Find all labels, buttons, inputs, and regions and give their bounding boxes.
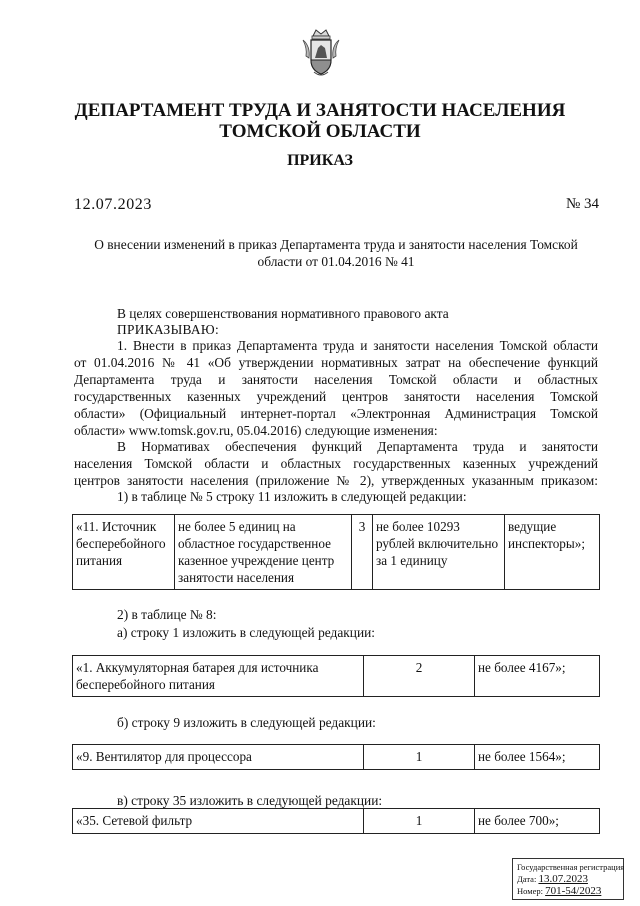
registration-number-row [517, 885, 619, 897]
table-5-row-11 [72, 514, 600, 590]
paragraph-1-line: 1. Внести в приказ Департамента труда и занятости населения Томской области [117, 338, 598, 353]
table-cell-quantity: 1 [364, 745, 475, 770]
paragraph-1-line: области» (Официальный интернет-портал «Электронная Администрация Томской [74, 406, 598, 421]
table-cell-price: не более 4167»; [475, 656, 600, 697]
registration-date-row [517, 873, 619, 885]
table-row [73, 656, 600, 697]
order-word: ПРИКАЗЫВАЮ: [117, 322, 219, 337]
item-2-text: 2) в таблице № 8: [117, 607, 217, 622]
table-row [73, 745, 600, 770]
table-cell-quantity: 2 [364, 656, 475, 697]
table-row [73, 809, 600, 834]
table-8-row-9 [72, 744, 600, 770]
department-name-line1: ДЕПАРТАМЕНТ ТРУДА И ЗАНЯТОСТИ НАСЕЛЕНИЯ [74, 100, 566, 121]
table-cell-term: 3 [352, 515, 373, 590]
order-number: № 34 [565, 196, 599, 212]
item-2b-text: б) строку 9 изложить в следующей редакции: [117, 715, 376, 730]
table-row [73, 515, 600, 590]
paragraph-1-line: государственных казенных учреждений центров занятости населения Томской [74, 389, 598, 404]
registration-number-value: 701-54/2023 [545, 885, 602, 897]
order-date: 12.07.2023 [74, 196, 152, 213]
registration-number-label: Номер: [517, 886, 543, 896]
table-cell-name: «11. Источник бесперебойного питания [73, 515, 175, 590]
registration-title: Государственная регистрация [517, 862, 625, 872]
paragraph-2-line: центров занятости населения (приложение № 2), утвержденных указанным приказом: [74, 473, 598, 488]
table-cell-price: не более 1564»; [475, 745, 600, 770]
document-type: ПРИКАЗ [287, 152, 353, 169]
paragraph-1-line: области» www.tomsk.gov.ru, 05.04.2016) следующие изменения: [74, 423, 438, 438]
subject-line2: области от 01.04.2016 № 41 [257, 254, 415, 269]
item-2a-text: а) строку 1 изложить в следующей редакции: [117, 625, 376, 640]
paragraph-1-line: от 01.04.2016 № 41 «Об утверждении нормативных затрат на обеспечение функций [74, 355, 598, 370]
paragraph-2-line: В Нормативах обеспечения функций Департамента труда и занятости [117, 439, 598, 454]
table-8-row-35 [72, 808, 600, 834]
item-1-text: 1) в таблице № 5 строку 11 изложить в следующей редакции: [117, 489, 467, 504]
paragraph-1-line: Департамента труда и занятости населения Томской области и областных [74, 372, 598, 387]
table-cell-name: «35. Сетевой фильтр [73, 809, 364, 834]
tomsk-coat-of-arms-icon [300, 26, 342, 78]
registration-stamp [512, 858, 624, 900]
registration-date-label: Дата: [517, 874, 537, 884]
paragraph-2-line: населения Томской области и областных государственных казенных учреждений [74, 456, 598, 471]
purpose-text: В целях совершенствования нормативного правового акта [117, 306, 449, 321]
registration-date-value: 13.07.2023 [538, 873, 588, 885]
table-cell-price: не более 700»; [475, 809, 600, 834]
table-cell-price: не более 10293 рублей включительно за 1 единицу [373, 515, 505, 590]
table-cell-position: ведущие инспекторы»; [505, 515, 600, 590]
table-cell-norm: не более 5 единиц на областное государственное казенное учреждение центр занятости населения [175, 515, 352, 590]
department-name-line2: ТОМСКОЙ ОБЛАСТИ [219, 121, 421, 142]
table-cell-quantity: 1 [364, 809, 475, 834]
table-cell-name: «9. Вентилятор для процессора [73, 745, 364, 770]
table-cell-name: «1. Аккумуляторная батарея для источника бесперебойного питания [73, 656, 364, 697]
item-2c-text: в) строку 35 изложить в следующей редакции: [117, 793, 383, 808]
subject-line1: О внесении изменений в приказ Департамента труда и занятости населения Томской [94, 237, 578, 252]
table-8-row-1 [72, 655, 600, 697]
